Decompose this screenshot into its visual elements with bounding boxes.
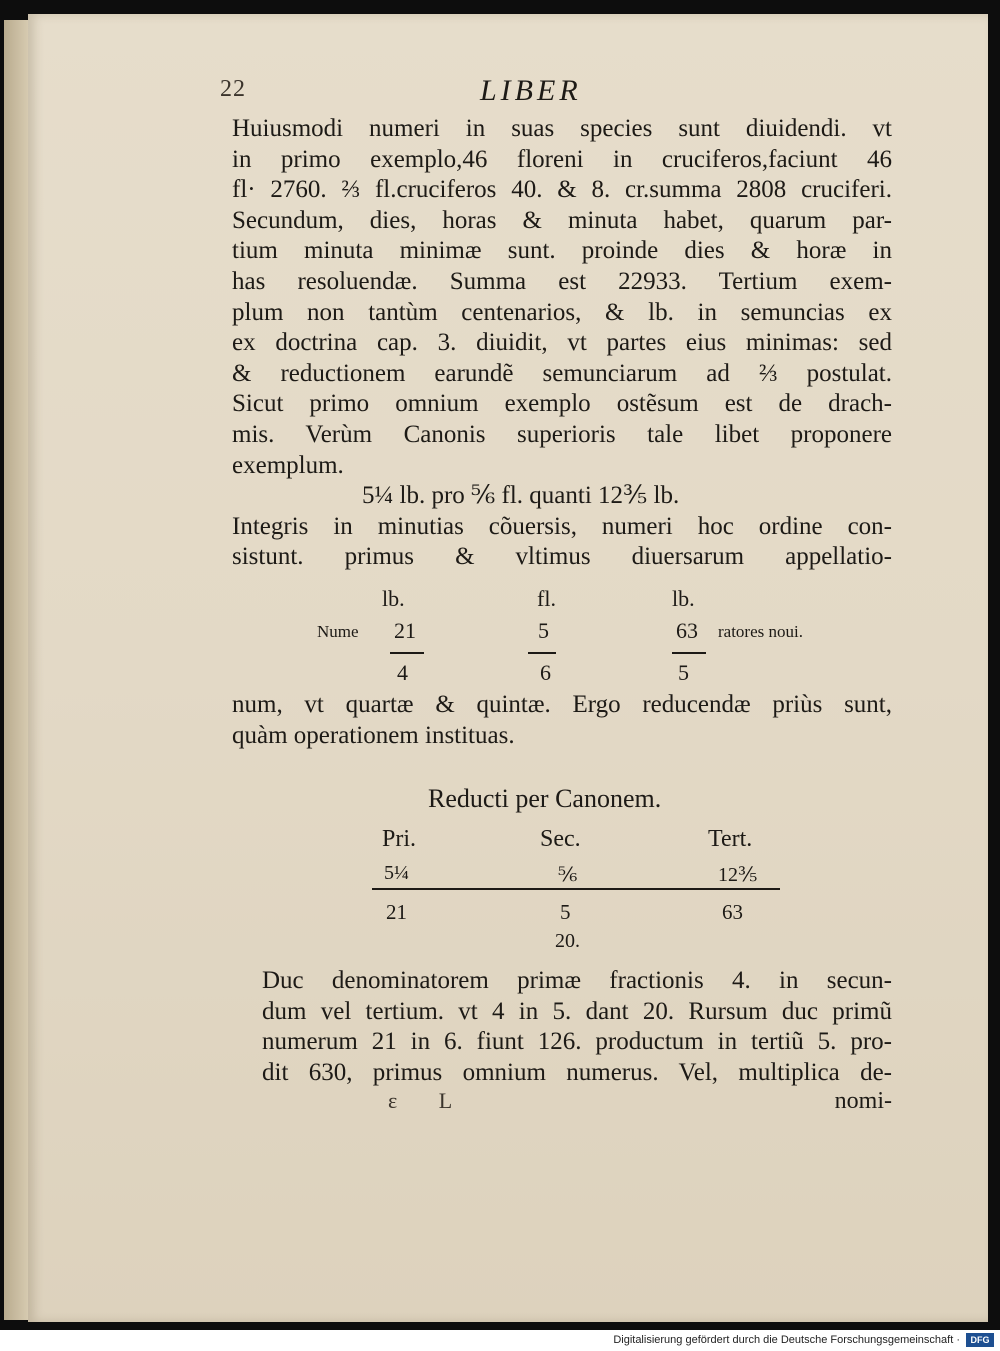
rators-label: ratores noui. (718, 622, 803, 641)
text-line: num, vt quartæ & quintæ. Ergo reducendæ priùs sunt, (232, 691, 892, 718)
column-head: Pri. (382, 826, 417, 852)
text-line: Integris in minutias cõuersis, numeri hoc ordine con- (232, 512, 892, 540)
units-row (232, 586, 892, 616)
numerator: 5 (538, 618, 549, 643)
column-fraction: 5¼ (384, 862, 409, 884)
folio-number: 22 (220, 76, 246, 102)
numerator: 63 (676, 618, 698, 643)
text-line: fl· 2760. ⅔ fl.cruciferos 40. & 8. cr.summa 2808 cruciferi. (232, 176, 892, 204)
denominator: 4 (397, 660, 408, 685)
text-line: dum vel tertium. vt 4 in 5. dant 20. Rursum duc primũ (262, 997, 892, 1025)
fraction-bar (528, 652, 556, 654)
unit-label: fl. (537, 586, 556, 611)
nume-label: Nume (317, 622, 359, 641)
paragraph-3 (262, 966, 892, 1088)
text-line: sistunt. primus & vltimus diuersarum appellatio- (232, 543, 892, 571)
fraction-bar (390, 652, 424, 654)
column-head: Tert. (708, 826, 753, 852)
column-value: 21 (386, 900, 407, 924)
column-value: 5 (560, 900, 571, 924)
running-head: LIBER (480, 74, 582, 107)
text-line: Huiusmodi numeri in suas species sunt diuidendi. vt (232, 115, 892, 142)
column-fraction: 12⅗ (718, 864, 758, 886)
dfg-logo[interactable]: DFG (966, 1333, 994, 1347)
text-line: Sicut primo omnium exemplo ostẽsum est de drach- (232, 390, 892, 418)
product-value: 20. (555, 930, 580, 952)
footer-bar (0, 1330, 1000, 1351)
text-line: ex doctrina cap. 3. diuidit, vt partes eius minimas: sed (232, 329, 892, 357)
funding-notice: Digitalisierung gefördert durch die Deutsche Forschungsgemeinschaft · (613, 1334, 960, 1346)
numerators-row (232, 618, 892, 648)
column-head: Sec. (540, 826, 581, 852)
example-line: 5¼ lb. pro ⅚ fl. quanti 12⅗ lb. (362, 482, 680, 510)
denominator: 5 (678, 660, 689, 685)
column-value: 63 (722, 900, 743, 924)
column-fraction: ⅚ (558, 864, 578, 886)
signature-mark: ε L (388, 1088, 471, 1113)
paragraph-1 (232, 114, 892, 573)
text-line: tium minuta minimæ sunt. proinde dies & horæ in (232, 237, 892, 265)
denominator: 6 (540, 660, 551, 685)
table-rule (372, 888, 780, 890)
text-line: & reductionem earundẽ semunciarum ad ⅔ postulat. (232, 359, 892, 387)
denominators-row (232, 660, 892, 690)
text-line: has resoluendæ. Summa est 22933. Tertium exem- (232, 267, 892, 295)
text-line: quàm operationem instituas. (232, 721, 515, 749)
text-line: in primo exemplo,46 floreni in cruciferos,faciunt 46 (232, 145, 892, 173)
numerator: 21 (394, 618, 416, 643)
text-line: mis. Verùm Canonis superioris tale libet proponere (232, 420, 892, 448)
section-title: Reducti per Canonem. (428, 784, 662, 813)
fraction-bar (672, 652, 706, 654)
text-line: dit 630, primus omnium numerus. Vel, multiplica de- (262, 1058, 892, 1086)
catchword: nomi- (834, 1088, 892, 1114)
text-line: Secundum, dies, horas & minuta habet, quarum par- (232, 206, 892, 234)
text-line: numerum 21 in 6. fiunt 126. productum in tertiũ 5. pro- (262, 1028, 892, 1056)
text-line: exemplum. (232, 451, 344, 479)
text-line: Duc denominatorem primæ fractionis 4. in secun- (262, 967, 892, 994)
text-line: plum non tantùm centenarios, & lb. in semuncias ex (232, 298, 892, 326)
unit-label: lb. (672, 586, 695, 611)
paragraph-2 (232, 690, 892, 751)
unit-label: lb. (382, 586, 405, 611)
